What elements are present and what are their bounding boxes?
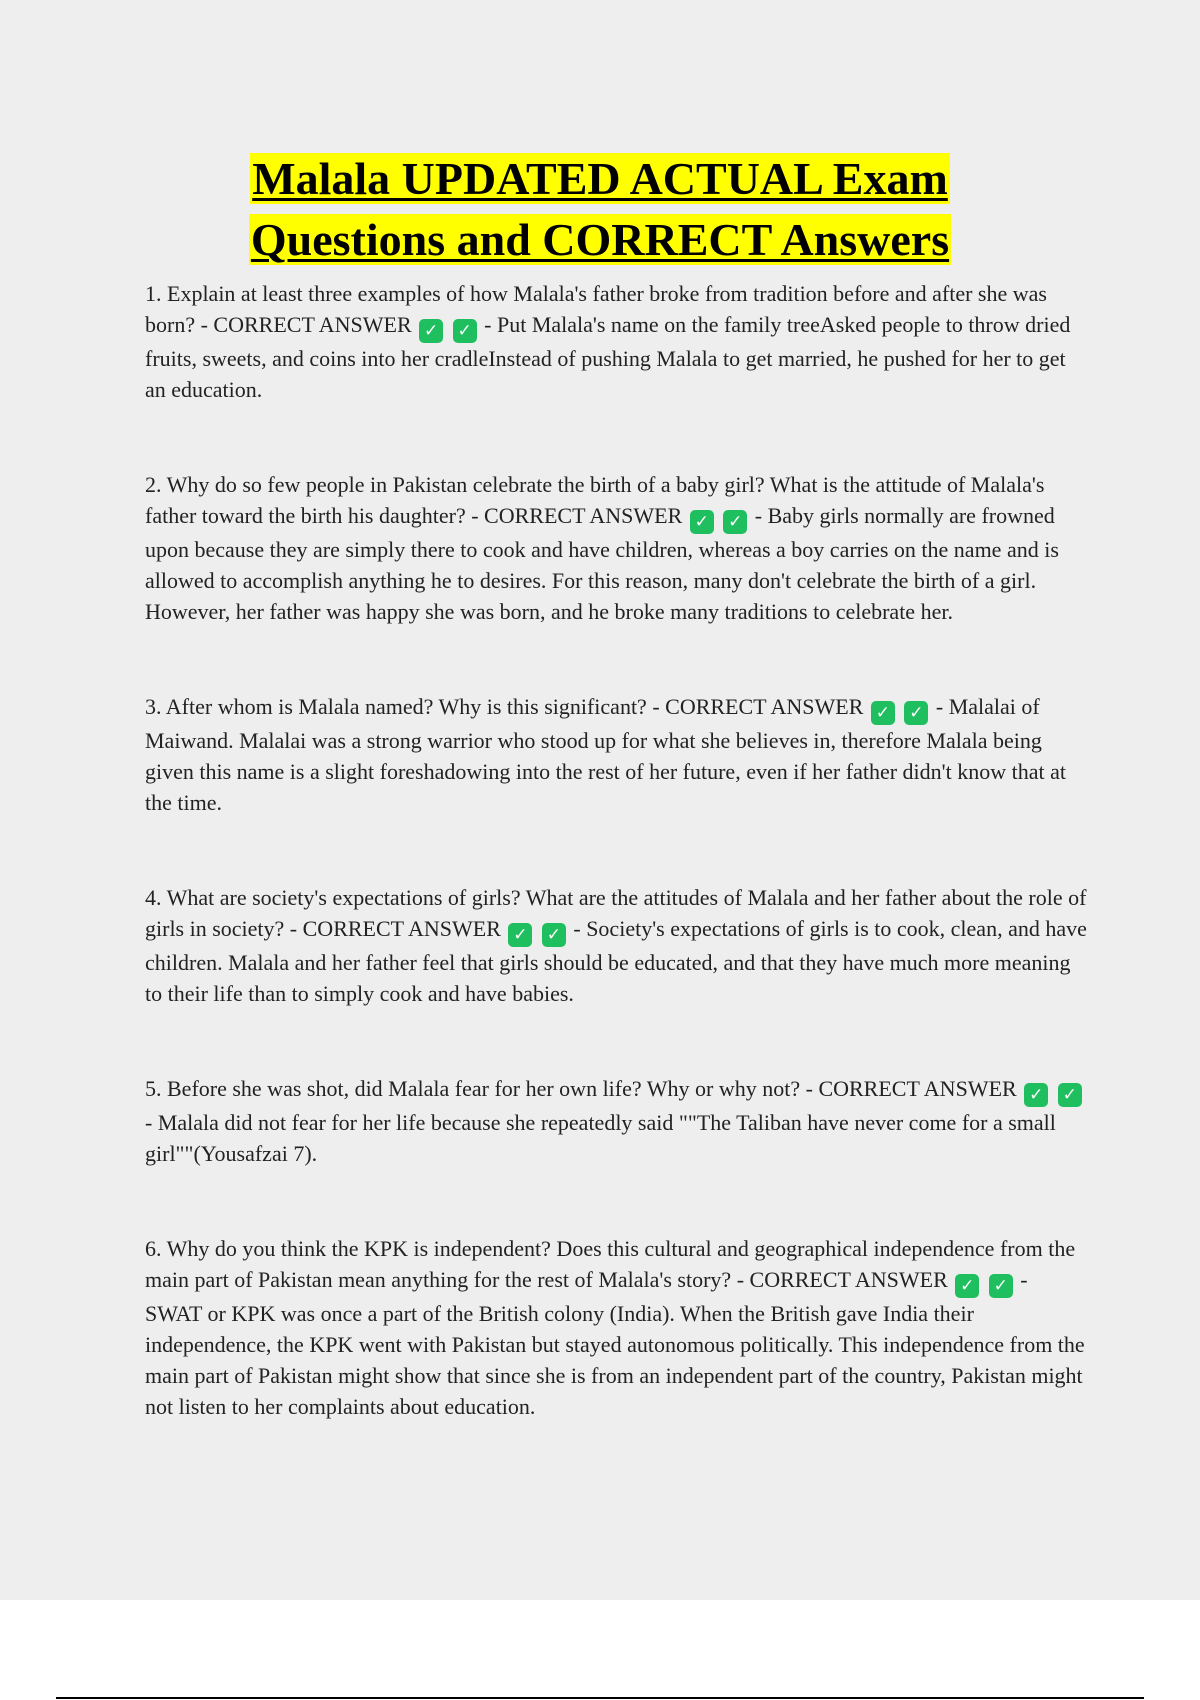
check-box-icon: ✓ <box>690 510 714 534</box>
check-box-icon: ✓ <box>1024 1083 1048 1107</box>
question-text: 6. Why do you think the KPK is independent? Does this cultural and geographical independence from the main part of Pakistan mean anything for the rest of Malala's story? - CORRECT ANSWER <box>145 1236 1076 1292</box>
answer-text: - SWAT or KPK was once a part of the British colony (India). When the British gave India their independence, the KPK went with Pakistan but stayed autonomous politically. This independence from the main part of Pakistan might show that since she is from an independent part of the country, Pakistan might not listen to her complaints about education. <box>145 1267 1085 1419</box>
qa-item <box>145 278 1090 405</box>
page-footer-area <box>0 1600 1200 1700</box>
title-line-1: Malala UPDATED ACTUAL Exam <box>252 153 948 204</box>
question-text: 2. Why do so few people in Pakistan celebrate the birth of a baby girl? What is the attitude of Malala's father toward the birth his daughter? - CORRECT ANSWER <box>145 472 1045 528</box>
answer-text: - Society's expectations of girls is to cook, clean, and have children. Malala and her father feel that girls should be educated, and that they have much more meaning to their life than to simply cook and have babies. <box>145 916 1087 1006</box>
document-title <box>249 148 951 270</box>
question-text: 4. What are society's expectations of girls? What are the attitudes of Malala and her father about the role of girls in society? - CORRECT ANSWER <box>145 885 1087 941</box>
title-line-2: Questions and CORRECT Answers <box>250 214 950 265</box>
check-box-icon: ✓ <box>1058 1083 1082 1107</box>
check-box-icon: ✓ <box>419 319 443 343</box>
qa-item <box>145 691 1090 818</box>
check-box-icon: ✓ <box>955 1274 979 1298</box>
check-box-icon: ✓ <box>723 510 747 534</box>
check-box-icon: ✓ <box>453 319 477 343</box>
check-box-icon: ✓ <box>904 701 928 725</box>
answer-text: - Malalai of Maiwand. Malalai was a strong warrior who stood up for what she believes in, therefore Malala being given this name is a slight foreshadowing into the rest of her future, even if her father didn't know that at the time. <box>145 694 1066 815</box>
answer-text: - Put Malala's name on the family treeAsked people to throw dried fruits, sweets, and coins into her cradleInstead of pushing Malala to get married, he pushed for her to get an education. <box>145 312 1071 402</box>
question-text: 5. Before she was shot, did Malala fear for her own life? Why or why not? - CORRECT ANSWER <box>145 1076 1017 1101</box>
qa-item <box>145 469 1090 627</box>
check-box-icon: ✓ <box>871 701 895 725</box>
question-text: 1. Explain at least three examples of how Malala's father broke from tradition before and after she was born? - CORRECT ANSWER <box>145 281 1047 337</box>
check-box-icon: ✓ <box>542 923 566 947</box>
check-box-icon: ✓ <box>508 923 532 947</box>
qa-item <box>145 1073 1090 1169</box>
qa-list <box>145 278 1090 1486</box>
footer-divider <box>56 1697 1144 1699</box>
answer-text: - Baby girls normally are frowned upon because they are simply there to cook and have children, whereas a boy carries on the name and is allowed to accomplish anything he to desires. For this reason, many don't celebrate the birth of a girl. However, her father was happy she was born, and he broke many traditions to celebrate her. <box>145 503 1059 624</box>
answer-text: - Malala did not fear for her life because she repeatedly said ""The Taliban have never come for a small girl""(Yousafzai 7). <box>145 1110 1056 1166</box>
check-box-icon: ✓ <box>989 1274 1013 1298</box>
qa-item <box>145 882 1090 1009</box>
qa-item <box>145 1233 1090 1422</box>
question-text: 3. After whom is Malala named? Why is this significant? - CORRECT ANSWER <box>145 694 864 719</box>
title-block <box>0 148 1200 270</box>
